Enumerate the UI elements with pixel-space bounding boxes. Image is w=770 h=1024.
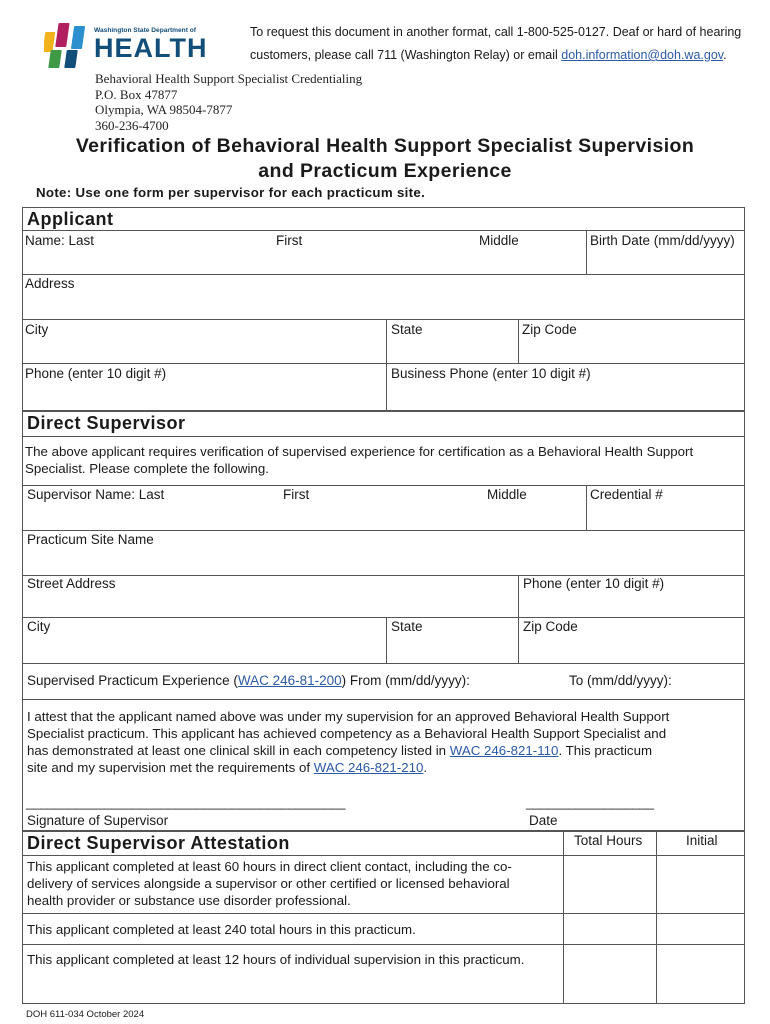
request-line-1: To request this document in another format, call 1-800-525-0127. Deaf or hard of hearing	[250, 25, 742, 39]
date-line[interactable]: __________________	[526, 795, 654, 810]
form-note: Note: Use one form per supervisor for each practicum site.	[36, 185, 426, 200]
site-phone-label: Phone (enter 10 digit #)	[523, 576, 665, 591]
supervisor-attestation-statement: I attest that the applicant named above was under my supervision for an approved Behavioral Health Support Specialist practicum. This applicant has achieved competency as a Behavioral Health Support Specialist and has demonstrated at least one clinical skill in each competency listed in WAC 246-821-110. This practicum site and my supervision met the requirements of WAC 246-821-210.	[27, 709, 670, 775]
divider	[22, 855, 745, 856]
initial-header: Initial	[686, 833, 718, 848]
logo-top-text: Washington State Department of	[94, 27, 196, 34]
applicant-heading: Applicant	[27, 209, 114, 229]
practicum-site-name-label: Practicum Site Name	[27, 532, 154, 547]
divider	[586, 485, 587, 530]
supervisor-intro: The above applicant requires verification of supervised experience for certification as a Behavioral Health Support Specialist. Please complete the following.	[25, 444, 694, 476]
divider	[563, 831, 564, 1004]
mailing-address	[95, 71, 362, 133]
wac-246-81-200-link[interactable]: WAC 246-81-200	[237, 673, 342, 688]
divider	[22, 913, 745, 914]
divider	[22, 699, 745, 700]
divider	[22, 944, 745, 945]
applicant-first-name-label: First	[276, 233, 303, 248]
applicant-birth-date-label: Birth Date (mm/dd/yyyy)	[590, 233, 735, 248]
site-zip-label: Zip Code	[523, 619, 578, 634]
attestation-row-total-hours: This applicant completed at least 240 total hours in this practicum.	[27, 922, 416, 937]
divider	[22, 274, 745, 275]
applicant-zip-label: Zip Code	[522, 322, 577, 337]
form-footer: DOH 611-034 October 2024	[26, 1009, 145, 1020]
applicant-state-label: State	[391, 322, 423, 337]
doh-logo-mark-icon	[44, 20, 92, 70]
wac-246-821-210-link[interactable]: WAC 246-821-210	[313, 760, 424, 775]
divider	[22, 485, 745, 486]
address-line: P.O. Box 47877	[95, 86, 178, 102]
applicant-last-name-label: Name: Last	[25, 233, 95, 248]
date-label: Date	[529, 813, 558, 828]
divider	[656, 831, 657, 1004]
divider	[586, 230, 587, 274]
site-city-label: City	[27, 619, 51, 634]
applicant-middle-name-label: Middle	[479, 233, 519, 248]
doh-logo	[44, 20, 208, 70]
attestation-table	[22, 831, 745, 1004]
address-line: Olympia, WA 98504-7877	[95, 102, 233, 117]
site-street-address-label: Street Address	[27, 576, 116, 591]
supervisor-heading: Direct Supervisor	[27, 413, 186, 433]
attestation-row-individual-supervision: This applicant completed at least 12 hours of individual supervision in this practicum.	[27, 952, 525, 967]
divider	[22, 436, 745, 437]
practicum-to-date-label: To (mm/dd/yyyy):	[569, 673, 672, 688]
applicant-phone-label: Phone (enter 10 digit #)	[25, 366, 167, 381]
form-title: Verification of Behavioral Health Support Specialist Supervision and Practicum Experience	[75, 135, 695, 182]
supervisor-last-name-label: Supervisor Name: Last	[27, 487, 165, 502]
practicum-experience-dates-label: Supervised Practicum Experience (WAC 246-81-200) From (mm/dd/yyyy):	[27, 673, 470, 688]
applicant-business-phone-label: Business Phone (enter 10 digit #)	[391, 366, 591, 381]
supervisor-middle-name-label: Middle	[487, 487, 527, 502]
site-state-label: State	[391, 619, 423, 634]
divider	[22, 230, 745, 231]
address-line: Behavioral Health Support Specialist Credentialing	[95, 71, 363, 86]
divider	[22, 530, 745, 531]
divider	[22, 319, 745, 320]
divider	[518, 575, 519, 663]
applicant-city-label: City	[25, 322, 49, 337]
request-line-2: customers, please call 711 (Washington Relay) or email doh.information@doh.wa.gov.	[250, 48, 727, 62]
wac-246-821-110-link[interactable]: WAC 246-821-110	[449, 743, 559, 758]
accessibility-request	[250, 21, 741, 67]
logo-main-text: HEALTH	[94, 33, 208, 63]
signature-line[interactable]: _____________________________________________	[26, 795, 346, 810]
applicant-address-label: Address	[25, 276, 75, 291]
supervisor-credential-label: Credential #	[590, 487, 663, 502]
supervisor-first-name-label: First	[283, 487, 310, 502]
attestation-row-direct-contact: This applicant completed at least 60 hours in direct client contact, including the co- delivery of services alongside a supervisor or other certified or licensed behavioral health provider or substance use disorder professional.	[27, 859, 512, 908]
divider	[386, 617, 387, 663]
divider	[22, 363, 745, 364]
attestation-heading: Direct Supervisor Attestation	[27, 833, 290, 853]
divider	[22, 617, 745, 618]
doh-email-link[interactable]: doh.information@doh.wa.gov	[561, 48, 724, 62]
total-hours-header: Total Hours	[574, 833, 643, 848]
signature-of-supervisor-label: Signature of Supervisor	[27, 813, 169, 828]
divider	[518, 319, 519, 363]
divider	[386, 319, 387, 411]
divider	[22, 663, 745, 664]
address-line: 360-236-4700	[95, 117, 169, 133]
